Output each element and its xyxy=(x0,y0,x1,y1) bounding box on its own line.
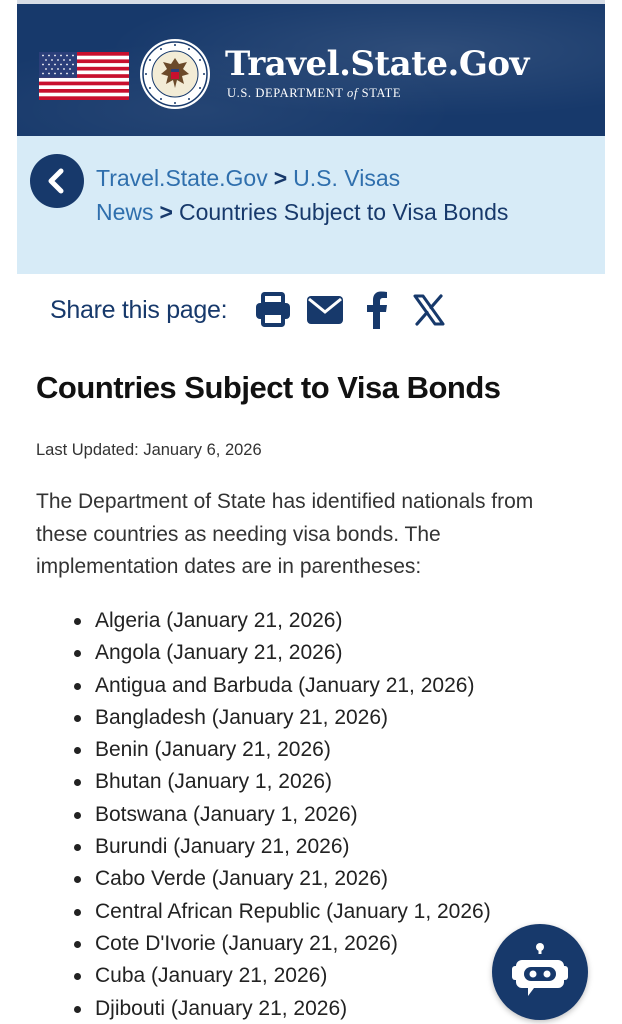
country-entry: Burundi (January 21, 2026) xyxy=(95,835,350,859)
site-subtitle xyxy=(227,86,529,101)
list-item xyxy=(74,766,491,798)
bullet xyxy=(74,1006,81,1013)
breadcrumb-separator: > xyxy=(159,199,173,225)
country-entry: Algeria (January 21, 2026) xyxy=(95,609,343,632)
list-item xyxy=(74,863,491,895)
list-item xyxy=(74,734,491,766)
bullet xyxy=(74,715,81,722)
share-bar xyxy=(50,290,461,330)
list-item xyxy=(74,896,491,928)
subtitle-of: of xyxy=(346,86,358,100)
country-list xyxy=(74,605,491,1024)
bullet xyxy=(74,844,81,851)
country-entry: Cote D'Ivorie (January 21, 2026) xyxy=(95,931,398,955)
bullet xyxy=(74,618,81,625)
list-item xyxy=(74,702,491,734)
breadcrumb-current: Countries Subject to Visa Bonds xyxy=(178,199,509,225)
department-seal-icon xyxy=(139,38,211,110)
country-entry: Bhutan (January 1, 2026) xyxy=(95,770,332,794)
page-title: Countries Subject to Visa Bonds xyxy=(36,370,501,405)
list-item xyxy=(74,928,491,960)
country-entry: Botswana (January 1, 2026) xyxy=(95,802,358,826)
list-item xyxy=(74,605,491,637)
breadcrumb-line-1 xyxy=(96,163,400,193)
print-icon[interactable] xyxy=(253,290,293,330)
country-entry: Angola (January 21, 2026) xyxy=(95,641,343,665)
bullet xyxy=(74,683,81,690)
country-entry: Central African Republic (January 1, 2026) xyxy=(95,899,491,923)
country-entry: Cabo Verde (January 21, 2026) xyxy=(95,867,389,891)
chatbot-button[interactable] xyxy=(492,924,588,1020)
breadcrumb-link-home[interactable]: Travel.State.Gov xyxy=(96,165,268,191)
brand-block[interactable] xyxy=(225,44,529,101)
intro-text: The Department of State has identified nationals from these countries as needing visa bonds. The implementation dates are in parentheses: xyxy=(36,490,534,578)
list-item xyxy=(74,993,491,1024)
site-header xyxy=(17,4,605,136)
back-button[interactable] xyxy=(30,154,84,208)
list-item xyxy=(74,799,491,831)
x-icon[interactable] xyxy=(409,290,449,330)
bullet xyxy=(74,747,81,754)
subtitle-part2: STATE xyxy=(357,86,402,100)
breadcrumb-link-news[interactable]: News xyxy=(96,199,154,225)
list-item xyxy=(74,831,491,863)
country-entry: Benin (January 21, 2026) xyxy=(95,738,331,762)
list-item xyxy=(74,960,491,992)
breadcrumb-line-2 xyxy=(96,197,508,227)
bullet xyxy=(74,779,81,786)
site-title[interactable]: Travel.State.Gov xyxy=(225,44,529,84)
country-entry: Cuba (January 21, 2026) xyxy=(95,964,328,988)
list-item xyxy=(74,637,491,669)
email-icon[interactable] xyxy=(305,290,345,330)
bullet xyxy=(74,973,81,980)
list-item xyxy=(74,670,491,702)
last-updated: Last Updated: January 6, 2026 xyxy=(36,441,262,459)
country-entry: Antigua and Barbuda (January 21, 2026) xyxy=(95,673,475,697)
breadcrumb-separator: > xyxy=(273,165,288,191)
bullet xyxy=(74,650,81,657)
subtitle-part1: U.S. DEPARTMENT xyxy=(227,86,347,100)
robot-icon xyxy=(508,942,572,1002)
share-label: Share this page: xyxy=(50,295,228,324)
us-flag-icon xyxy=(39,52,129,100)
country-entry: Bangladesh (January 21, 2026) xyxy=(95,705,389,729)
bullet xyxy=(74,909,81,916)
page-frame xyxy=(17,0,605,1024)
breadcrumb-link-visas[interactable]: U.S. Visas xyxy=(293,165,401,191)
bullet xyxy=(74,941,81,948)
bullet xyxy=(74,812,81,819)
facebook-icon[interactable] xyxy=(357,290,397,330)
breadcrumb xyxy=(17,136,605,274)
chevron-left-icon xyxy=(44,168,70,194)
bullet xyxy=(74,876,81,883)
country-entry: Djibouti (January 21, 2026) xyxy=(95,996,348,1020)
